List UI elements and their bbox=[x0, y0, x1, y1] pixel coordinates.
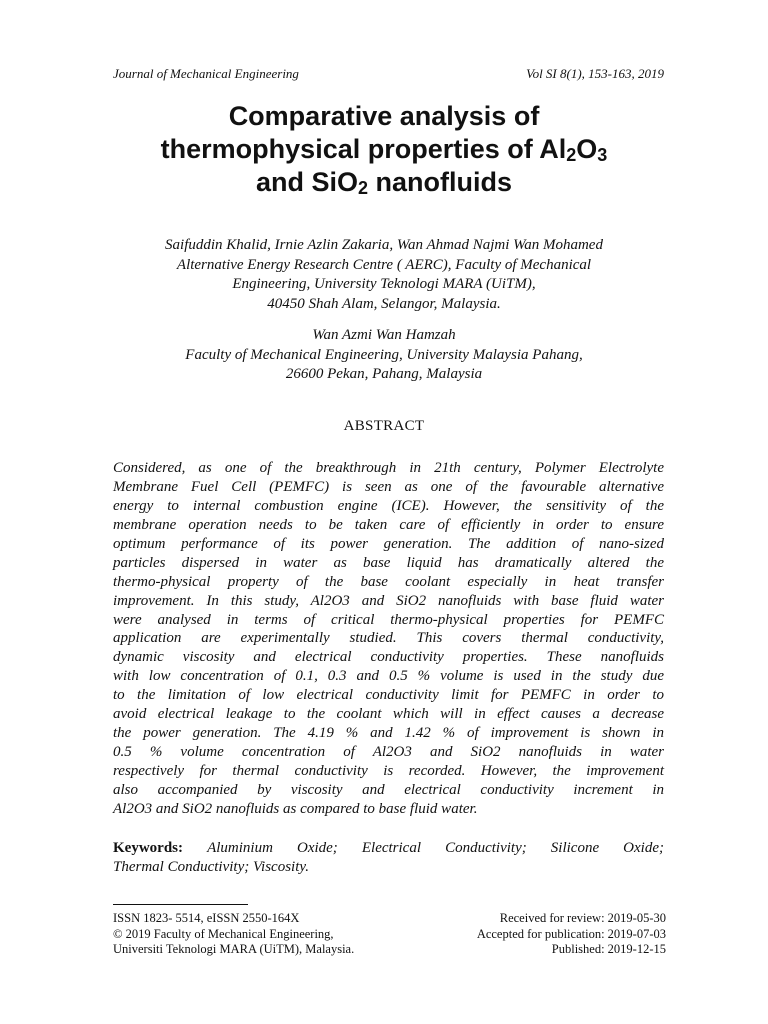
abstract-line: were analysed in terms of critical thermo-physical properties for PEMFC bbox=[113, 611, 664, 628]
abstract-line: optimum performance of its power generation. The addition of nano-sized bbox=[113, 535, 664, 552]
affiliation-line: Faculty of Mechanical Engineering, University Malaysia Pahang, bbox=[185, 346, 583, 363]
footnote-divider bbox=[113, 904, 248, 905]
published-date: Published: 2019-12-15 bbox=[551, 942, 666, 956]
abstract-line: Al2O3 and SiO2 nanofluids as compared to base fluid water. bbox=[113, 800, 478, 817]
abstract-line: the power generation. The 4.19 % and 1.42 % of improvement is shown in bbox=[113, 725, 664, 742]
abstract-line: Considered, as one of the breakthrough in 21th century, Polymer Electrolyte bbox=[113, 460, 664, 476]
paper-title bbox=[60, 100, 708, 199]
footer-publication-info bbox=[113, 911, 354, 958]
abstract-line: 0.5 % volume concentration of Al2O3 and SiO2 nanofluids in water bbox=[113, 744, 664, 761]
abstract-line: with low concentration of 0.1, 0.3 and 0.5 % volume is used in the study due bbox=[113, 668, 664, 685]
volume-info: Vol SI 8(1), 153-163, 2019 bbox=[526, 66, 664, 81]
author-names: Wan Azmi Wan Hamzah bbox=[312, 327, 456, 343]
abstract-line: also accompanied by viscosity and electrical conductivity increment in bbox=[113, 781, 664, 798]
author-names: Saifuddin Khalid, Irnie Azlin Zakaria, Wan Ahmad Najmi Wan Mohamed bbox=[165, 237, 603, 253]
abstract-heading: ABSTRACT bbox=[343, 418, 425, 434]
abstract-line: dynamic viscosity and electrical conductivity properties. These nanofluids bbox=[113, 649, 664, 666]
journal-name: Journal of Mechanical Engineering bbox=[113, 66, 299, 81]
abstract-line: avoid electrical leakage to the coolant which will in effect causes a decrease bbox=[113, 706, 664, 723]
keywords-line-1: Keywords: Aluminium Oxide; Electrical Conductivity; Silicone Oxide; bbox=[113, 840, 664, 856]
keywords-section bbox=[113, 839, 664, 877]
received-date: Received for review: 2019-05-30 bbox=[499, 911, 666, 925]
running-header bbox=[113, 66, 664, 82]
abstract-line: membrane operation needs to be taken care of efficiently in order to ensure bbox=[113, 516, 664, 533]
copyright-line: © 2019 Faculty of Mechanical Engineering, bbox=[113, 926, 334, 941]
abstract-line: Membrane Fuel Cell (PEMFC) is seen as one of the favourable alternative bbox=[113, 478, 664, 495]
title-line-3: and SiO$_2$ nanofluids bbox=[255, 167, 513, 198]
abstract-line: application are experimentally studied. This covers thermal conductivity, bbox=[113, 630, 664, 647]
abstract-line: to the limitation of low electrical conductivity limit for PEMFC in order to bbox=[113, 687, 664, 704]
abstract-line: thermo-physical property of the base coolant especially in heat transfer bbox=[113, 573, 664, 590]
abstract-body bbox=[113, 459, 664, 819]
abstract-line: improvement. In this study, Al2O3 and SiO2 nanofluids with base fluid water bbox=[113, 592, 664, 609]
abstract-line: respectively for thermal conductivity is recorded. However, the improvement bbox=[113, 763, 664, 779]
abstract-line: energy to internal combustion engine (ICE). However, the sensitivity of the bbox=[113, 497, 664, 514]
author-affiliation-block-1 bbox=[60, 236, 708, 314]
footer-dates bbox=[477, 911, 666, 958]
affiliation-address: 40450 Shah Alam, Selangor, Malaysia. bbox=[267, 295, 501, 312]
keywords-label: Keywords: bbox=[113, 840, 183, 856]
title-line-1: Comparative analysis of bbox=[228, 101, 540, 131]
keywords-line-2: Thermal Conductivity; Viscosity. bbox=[113, 859, 309, 875]
title-line-2: thermophysical properties of $Al_2O_3$ bbox=[160, 134, 608, 165]
affiliation-line: Engineering, University Teknologi MARA (UiTM), bbox=[232, 276, 536, 292]
issn-line: ISSN 1823- 5514, eISSN 2550-164X bbox=[113, 911, 300, 925]
institution-line: Universiti Teknologi MARA (UiTM), Malaysia. bbox=[113, 942, 355, 956]
author-affiliation-block-2 bbox=[60, 326, 708, 385]
affiliation-line: Alternative Energy Research Centre ( AERC), Faculty of Mechanical bbox=[176, 256, 592, 273]
accepted-date: Accepted for publication: 2019-07-03 bbox=[476, 926, 666, 941]
affiliation-address: 26600 Pekan, Pahang, Malaysia bbox=[285, 366, 483, 382]
abstract-line: particles dispersed in water as base liquid has dramatically altered the bbox=[113, 554, 664, 571]
